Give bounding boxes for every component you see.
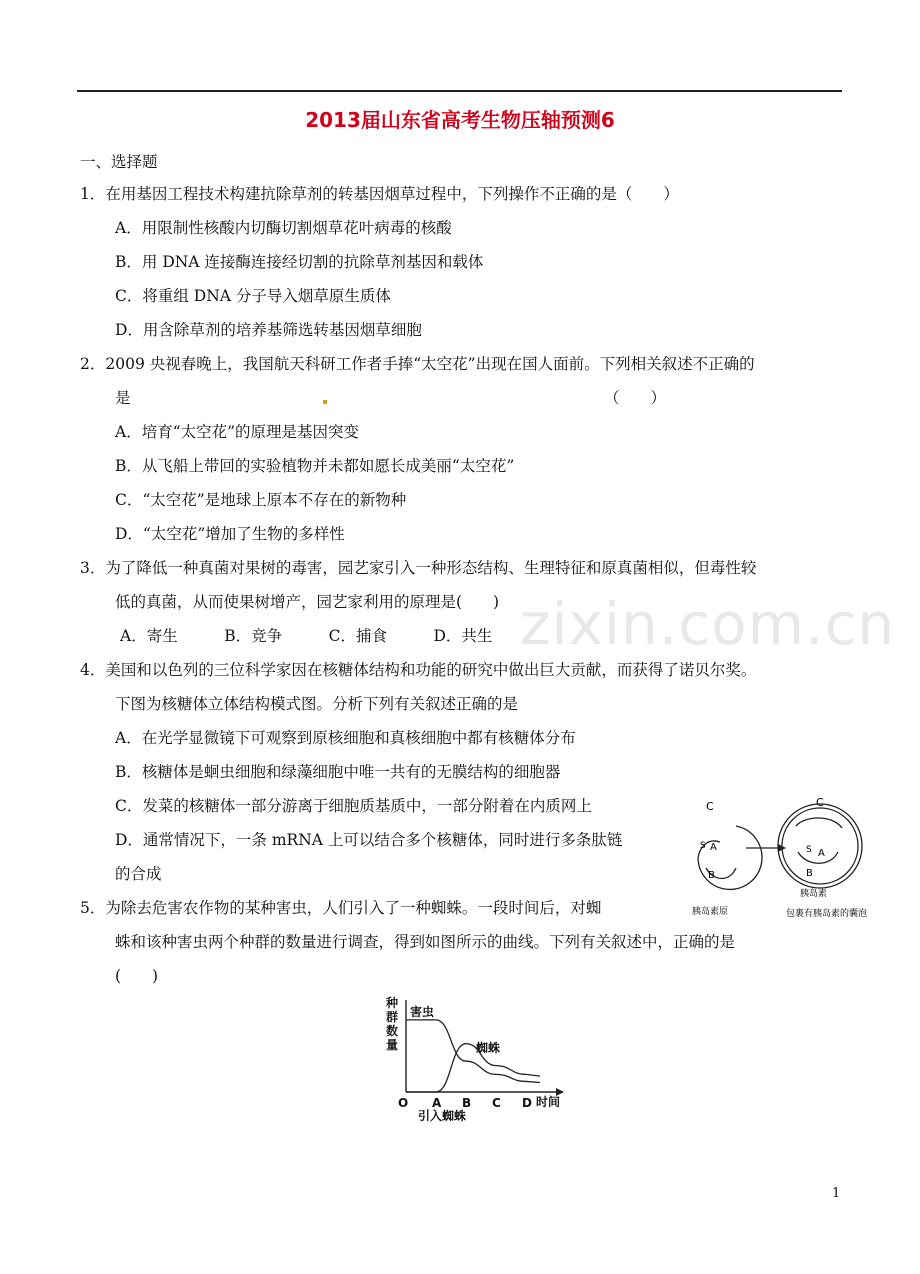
- insulin-label: 胰岛素: [800, 889, 828, 899]
- header-rule: [77, 90, 842, 92]
- x-axis-label: 时间: [536, 1095, 561, 1109]
- vesicle-s-label: S: [806, 845, 812, 855]
- q3-options: A．寄生 B．竞争 C．捕食 D．共生: [120, 627, 493, 645]
- y-label-char-2: 群: [386, 1010, 399, 1024]
- x-tick-label: O: [398, 1096, 409, 1110]
- q2-answer-paren: （ ）: [604, 389, 667, 407]
- q2-option-a: A．培育“太空花”的原理是基因突变: [115, 423, 360, 441]
- q5-answer-paren: ( ): [115, 967, 159, 985]
- insulin-figure: [676, 786, 868, 922]
- population-chart: [380, 994, 580, 1124]
- q4-option-a: A．在光学显微镜下可观察到原核细胞和真核细胞中都有核糖体分布: [115, 729, 576, 747]
- section-heading: 一、选择题: [80, 153, 158, 171]
- q2-stem-line1: 2．2009 央视春晚上，我国航天科研工作者手捧“太空花”出现在国人面前。下列相关叙述不正确的: [80, 355, 755, 373]
- proinsulin-a-label: A: [710, 842, 717, 853]
- q1-option-c: C．将重组 DNA 分子导入烟草原生质体: [115, 287, 391, 305]
- q2-option-d: D．“太空花”增加了生物的多样性: [115, 525, 345, 543]
- x-tick-label: B: [462, 1096, 472, 1110]
- insulin-a-chain: [796, 818, 842, 828]
- q4-option-d-line2: 的合成: [115, 865, 162, 883]
- x-tick-label: A: [432, 1096, 442, 1110]
- q4-option-b: B．核糖体是蛔虫细胞和绿藻细胞中唯一共有的无膜结构的细胞器: [115, 763, 561, 781]
- stray-dot: [323, 400, 327, 404]
- q4-stem-line1: 4．美国和以色列的三位科学家因在核糖体结构和功能的研究中做出巨大贡献，而获得了诺贝尔奖。: [80, 661, 757, 679]
- q4-option-d-line1: D．通常情况下，一条 mRNA 上可以结合多个核糖体，同时进行多条肽链: [115, 831, 623, 849]
- q2-option-c: C．“太空花”是地球上原本不存在的新物种: [115, 491, 407, 509]
- vesicle-a-label: A: [818, 848, 825, 859]
- vesicle-inner: [782, 808, 858, 884]
- spider-label: 蜘蛛: [476, 1041, 501, 1055]
- q2-option-b: B．从飞船上带回的实验植物并未都如愿长成美丽“太空花”: [115, 457, 515, 475]
- series-line-spider: [406, 1044, 540, 1092]
- intro-label: 引入蜘蛛: [418, 1109, 467, 1123]
- q5-stem-line1: 5．为除去危害农作物的某种害虫，人们引入了一种蜘蛛。一段时间后，对蜘: [80, 899, 602, 917]
- q5-stem-line2: 蛛和该种害虫两个种群的数量进行调查，得到如图所示的曲线。下列有关叙述中，正确的是: [115, 933, 736, 951]
- q1-stem: 1．在用基因工程技术构建抗除草剂的转基因烟草过程中，下列操作不正确的是（ ）: [80, 185, 679, 203]
- y-label-char-4: 量: [386, 1038, 399, 1052]
- q1-option-d: D．用含除草剂的培养基筛选转基因烟草细胞: [115, 321, 422, 339]
- proinsulin-s-label: S: [700, 841, 706, 851]
- page-number: 1: [832, 1186, 841, 1201]
- pest-label: 害虫: [410, 1005, 435, 1019]
- x-tick-label: D: [522, 1096, 532, 1110]
- q1-option-b: B．用 DNA 连接酶连接经切割的抗除草剂基因和载体: [115, 253, 484, 271]
- y-label-char-3: 数: [386, 1024, 399, 1038]
- proinsulin-label: 胰岛素原: [692, 907, 729, 917]
- q2-stem-line2: 是: [115, 389, 131, 407]
- q4-stem-line2: 下图为核糖体立体结构模式图。分析下列有关叙述正确的是: [115, 695, 519, 713]
- vesicle-outer: [778, 804, 862, 888]
- vesicle-c-label: C: [816, 796, 824, 809]
- page-title: 2013届山东省高考生物压轴预测6: [305, 108, 615, 132]
- watermark: zixin.com.cn: [520, 590, 896, 658]
- q4-option-c: C．发菜的核糖体一部分游离于细胞质基质中，一部分附着在内质网上: [115, 797, 592, 815]
- x-tick-label: C: [492, 1096, 501, 1110]
- proinsulin-b-label: B: [708, 870, 715, 881]
- q1-option-a: A．用限制性核酸内切酶切割烟草花叶病毒的核酸: [115, 219, 452, 237]
- q3-stem-line1: 3．为了降低一种真菌对果树的毒害，园艺家引入一种形态结构、生理特征和原真菌相似，但毒性较: [80, 559, 757, 577]
- vesicle-b-label: B: [806, 868, 813, 879]
- y-label-char-1: 种: [386, 996, 399, 1010]
- proinsulin-c-label: C: [706, 800, 714, 813]
- vesicle-label: 包裹有胰岛素的囊泡: [786, 909, 868, 919]
- q3-stem-line2: 低的真菌，从而使果树增产，园艺家利用的原理是( ): [115, 593, 500, 611]
